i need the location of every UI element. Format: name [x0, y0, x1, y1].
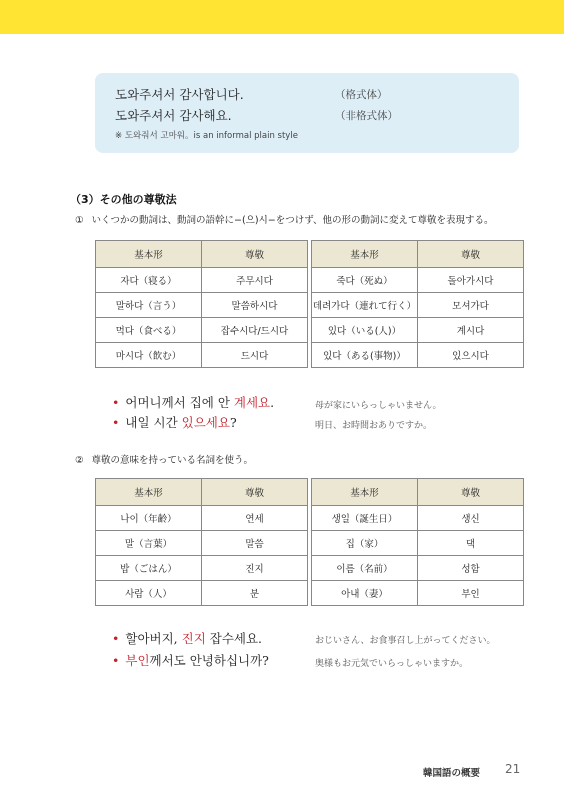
- table-row: [96, 293, 524, 318]
- table-cell: 진지: [202, 556, 308, 581]
- table-cell: 데려가다（連れて行く）: [312, 293, 418, 318]
- table-row: [96, 318, 524, 343]
- table-header-row: [96, 241, 524, 268]
- example-formal: 도와주셔서 감사합니다.: [115, 87, 244, 102]
- top-yellow-bar: [0, 0, 564, 34]
- footer-chapter-title: 韓国語の概要: [423, 768, 481, 779]
- table-cell: 있다（いる(人)）: [312, 318, 418, 343]
- sentence-text: 할아버지,: [125, 631, 182, 646]
- sentence-highlight: 있으세요: [181, 415, 230, 430]
- table-header: 基本形: [312, 479, 418, 506]
- table-cell: 나이（年齢）: [96, 506, 202, 531]
- table-header: 尊敬: [418, 241, 524, 268]
- sentence-translation-2: 明日、お時間おありですか。: [315, 421, 433, 431]
- table-row: [96, 556, 524, 581]
- table-cell: 분: [202, 581, 308, 606]
- sentence-translation-3: おじいさん、お食事召し上がってください。: [315, 636, 496, 646]
- bullet: •: [112, 631, 120, 646]
- table-cell: 드시다: [202, 343, 308, 368]
- table-cell: 사람（人）: [96, 581, 202, 606]
- table-cell: 잡수시다/드시다: [202, 318, 308, 343]
- table-cell: 밥（ごはん）: [96, 556, 202, 581]
- sentence-text: 어머니께서 집에 안: [125, 395, 234, 410]
- sentence-text: 내일 시간: [125, 415, 182, 430]
- table-cell: 자다（寝る）: [96, 268, 202, 293]
- table-cell: 연세: [202, 506, 308, 531]
- table-cell: 말하다（言う）: [96, 293, 202, 318]
- sentence-highlight: 계세요: [233, 395, 271, 410]
- honorific-verb-table: [95, 240, 524, 368]
- bullet: •: [112, 415, 120, 430]
- example-informal-note: （非格式体）: [335, 110, 398, 122]
- table-cell: 있으시다: [418, 343, 524, 368]
- table-cell: 모셔가다: [418, 293, 524, 318]
- example-small-note: ※ 도와줘서 고마워。is an informal plain style: [115, 131, 298, 141]
- table-cell: 죽다（死ぬ）: [312, 268, 418, 293]
- sentence-text: .: [270, 395, 275, 410]
- page-number: 21: [505, 762, 521, 776]
- table-header: 尊敬: [202, 479, 308, 506]
- table-cell: 댁: [418, 531, 524, 556]
- table-row: [96, 506, 524, 531]
- item-1-number: ①: [75, 215, 84, 226]
- table-row: [96, 531, 524, 556]
- table-header: 基本形: [96, 479, 202, 506]
- sentence-highlight: 진지: [181, 631, 206, 646]
- example-sentence-4: [112, 651, 269, 669]
- bullet: •: [112, 395, 120, 410]
- example-box: [95, 73, 519, 153]
- sentence-text: 잡수세요.: [205, 631, 263, 646]
- example-sentence-2: [112, 413, 237, 431]
- table-header: 尊敬: [418, 479, 524, 506]
- item-1-text: いくつかの動詞は、動詞の語幹に−(으)시−をつけず、他の形の動詞に変えて尊敬を表現する。: [91, 215, 494, 226]
- table-cell: 성함: [418, 556, 524, 581]
- table-cell: 이름（名前）: [312, 556, 418, 581]
- sentence-translation-4: 奥様もお元気でいらっしゃいますか。: [315, 659, 469, 669]
- table-row: [96, 581, 524, 606]
- sentence-highlight: 부인: [125, 653, 150, 668]
- honorific-noun-table: [95, 478, 524, 606]
- table-cell: 집（家）: [312, 531, 418, 556]
- table-cell: 생일（誕生日）: [312, 506, 418, 531]
- table-row: [96, 268, 524, 293]
- table-header: 基本形: [96, 241, 202, 268]
- table-cell: 말씀: [202, 531, 308, 556]
- sentence-text: ?: [229, 415, 237, 430]
- item-2-text: 尊敬の意味を持っている名詞を使う。: [91, 455, 254, 466]
- table-cell: 있다（ある(事物)）: [312, 343, 418, 368]
- table-cell: 먹다（食べる）: [96, 318, 202, 343]
- example-formal-note: （格式体）: [335, 89, 388, 101]
- item-1: [75, 212, 493, 226]
- item-2-number: ②: [75, 455, 84, 466]
- table-cell: 돌아가시다: [418, 268, 524, 293]
- bullet: •: [112, 653, 120, 668]
- table-cell: 아내（妻）: [312, 581, 418, 606]
- table-cell: 부인: [418, 581, 524, 606]
- example-sentence-3: [112, 629, 262, 647]
- table-header: 基本形: [312, 241, 418, 268]
- table-cell: 주무시다: [202, 268, 308, 293]
- example-informal: 도와주셔서 감사해요.: [115, 108, 232, 123]
- table-cell: 마시다（飲む）: [96, 343, 202, 368]
- table-cell: 말씀하시다: [202, 293, 308, 318]
- table-cell: 계시다: [418, 318, 524, 343]
- table-row: [96, 343, 524, 368]
- example-sentence-1: [112, 393, 274, 411]
- table-cell: 말（言葉）: [96, 531, 202, 556]
- section-title: （3）その他の尊敬法: [70, 193, 177, 206]
- sentence-text: 께서도 안녕하십니까?: [149, 653, 269, 668]
- table-header-row: [96, 479, 524, 506]
- table-cell: 생신: [418, 506, 524, 531]
- table-header: 尊敬: [202, 241, 308, 268]
- item-2: [75, 452, 253, 466]
- sentence-translation-1: 母が家にいらっしゃいません。: [315, 401, 442, 411]
